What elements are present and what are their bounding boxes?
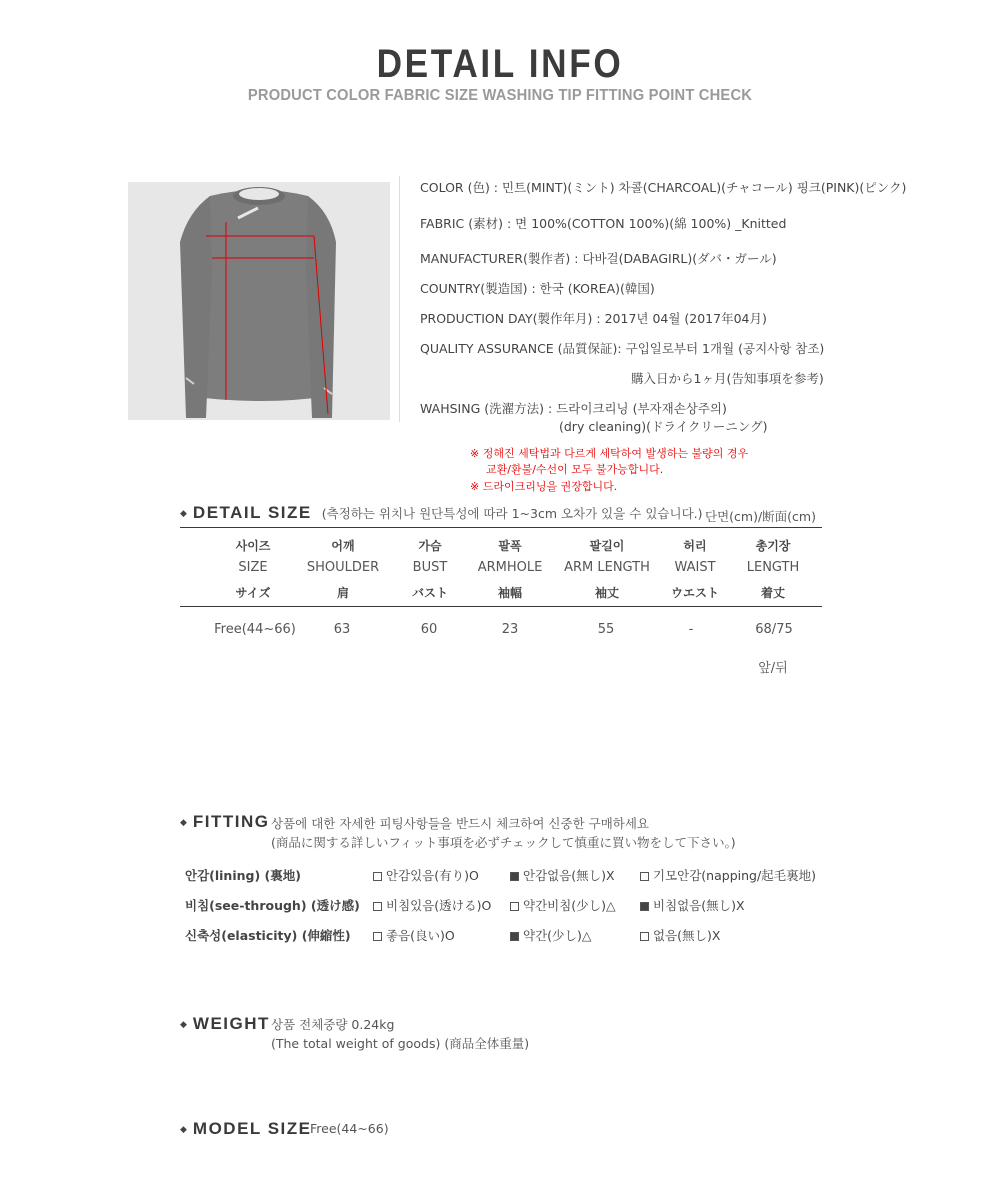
info-washing: WAHSING (洗濯方法) : 드라이크리닝 (부자재손상주의) xyxy=(420,401,727,416)
detail-size-heading xyxy=(180,503,703,523)
col-header-jp: 着丈 xyxy=(760,586,786,600)
info-quality-assurance: QUALITY ASSURANCE (品質保証): 구입일로부터 1개월 (공지사항 참조) xyxy=(420,341,825,356)
col-header-kr: 허리 xyxy=(683,539,707,553)
fitting-option[interactable] xyxy=(373,896,491,914)
checkbox-filled-icon[interactable] xyxy=(510,932,519,941)
col-header-jp: 袖丈 xyxy=(594,586,620,600)
diamond-bullet-icon: ◆ xyxy=(180,1020,187,1030)
checkbox-filled-icon[interactable] xyxy=(640,902,649,911)
table-cell-size: Free(44~66) xyxy=(214,622,296,637)
fitting-option-selected[interactable] xyxy=(640,896,745,914)
col-header-en: WAIST xyxy=(674,560,716,575)
fitting-row-label-lining: 안감(lining) (裏地) xyxy=(185,868,301,883)
col-header-kr: 가슴 xyxy=(418,539,442,553)
fitting-row-label-see-through: 비침(see-through) (透け感) xyxy=(185,898,360,913)
col-header-en: SIZE xyxy=(238,560,268,575)
garment-illustration xyxy=(128,182,390,420)
col-header-kr: 총기장 xyxy=(755,539,791,553)
col-header-kr: 어깨 xyxy=(331,539,355,553)
table-top-rule xyxy=(180,527,822,528)
fitting-option-label: 약간비침(少し)△ xyxy=(523,898,616,913)
col-header-jp: バスト xyxy=(411,586,449,600)
col-header-en: SHOULDER xyxy=(306,560,380,575)
table-cell-length: 68/75 xyxy=(755,622,793,637)
info-fabric: FABRIC (素材) : 면 100%(COTTON 100%)(綿 100%) _Knitted xyxy=(420,216,787,231)
fitting-option-label: 안감없음(無し)X xyxy=(523,868,615,883)
info-quality-assurance-jp: 購入日から1ヶ月(告知事項を参考) xyxy=(631,371,824,386)
col-header-kr: 사이즈 xyxy=(235,539,271,553)
checkbox-empty-icon[interactable] xyxy=(640,932,649,941)
weight-note: (The total weight of goods) (商品全体重量) xyxy=(271,1036,530,1051)
warning-line-3: ※ 드라이크리닝을 권장합니다. xyxy=(470,480,618,493)
checkbox-empty-icon[interactable] xyxy=(510,902,519,911)
model-size-value: Free(44~66) xyxy=(310,1121,389,1136)
info-washing-2: (dry cleaning)(ドライクリーニング) xyxy=(559,419,768,434)
product-image xyxy=(128,182,390,420)
fitting-row-label-elasticity: 신축성(elasticity) (伸縮性) xyxy=(185,928,351,943)
fitting-option-label: 비침없음(無し)X xyxy=(653,898,745,913)
fitting-option[interactable] xyxy=(373,926,455,944)
weight-heading xyxy=(180,1014,270,1034)
fitting-option-selected[interactable] xyxy=(510,926,592,944)
fitting-option-selected[interactable] xyxy=(510,866,615,884)
fitting-note-2: (商品に関する詳しいフィット事項を必ずチェックして慎重に買い物をして下さい。) xyxy=(271,835,736,850)
col-header-kr: 팔길이 xyxy=(589,539,625,553)
detail-size-title: DETAIL SIZE xyxy=(192,503,312,522)
col-header-en: LENGTH xyxy=(746,560,800,575)
col-header-en: ARM LENGTH xyxy=(564,560,650,575)
info-production-day: PRODUCTION DAY(製作年月) : 2017년 04월 (2017年04月) xyxy=(420,311,767,326)
col-header-jp: 袖幅 xyxy=(497,586,523,600)
fitting-option[interactable] xyxy=(640,926,720,944)
fitting-note-1: 상품에 대한 자세한 피팅사항들을 반드시 체크하여 신중한 구매하세요 xyxy=(271,816,649,831)
warning-line-2: 교환/환불/수선이 모두 불가능합니다. xyxy=(486,463,664,476)
info-divider xyxy=(399,176,400,422)
fitting-option-label: 좋음(良い)O xyxy=(386,928,455,943)
diamond-bullet-icon: ◆ xyxy=(180,509,187,519)
info-manufacturer: MANUFACTURER(製作者) : 다바걸(DABAGIRL)(ダバ・ガール) xyxy=(420,251,777,266)
fitting-option[interactable] xyxy=(373,866,479,884)
warning-line-1: ※ 정해진 세탁법과 다르게 세탁하여 발생하는 불량의 경우 xyxy=(470,447,749,460)
fitting-option-label: 약간(少し)△ xyxy=(523,928,592,943)
page-subtitle: PRODUCT COLOR FABRIC SIZE WASHING TIP FITTING POINT CHECK xyxy=(247,87,753,104)
page-title: DETAIL INFO xyxy=(376,42,624,86)
info-color: COLOR (色) : 민트(MINT)(ミント) 차콜(CHARCOAL)(チャコール) 핑크(PINK)(ピンク) xyxy=(420,180,907,195)
detail-size-unit: 단면(cm)/断面(cm) xyxy=(705,509,816,524)
col-header-jp: サイズ xyxy=(235,586,271,600)
table-header-rule xyxy=(180,606,822,607)
table-cell-armhole: 23 xyxy=(501,622,519,637)
col-header-jp: ウエスト xyxy=(670,586,720,600)
col-header-en: BUST xyxy=(412,560,448,575)
fitting-heading xyxy=(180,812,270,832)
checkbox-empty-icon[interactable] xyxy=(640,872,649,881)
checkbox-empty-icon[interactable] xyxy=(373,902,382,911)
col-header-kr: 팔폭 xyxy=(498,539,522,553)
table-cell-shoulder: 63 xyxy=(333,622,351,637)
checkbox-empty-icon[interactable] xyxy=(373,872,382,881)
fitting-title: FITTING xyxy=(192,812,270,831)
weight-title: WEIGHT xyxy=(192,1014,270,1033)
col-header-jp: 肩 xyxy=(336,586,350,600)
col-header-en: ARMHOLE xyxy=(477,560,543,575)
fitting-option[interactable] xyxy=(510,896,616,914)
table-cell-waist: - xyxy=(688,622,694,637)
table-cell-arm-length: 55 xyxy=(597,622,615,637)
model-size-title: MODEL SIZE xyxy=(192,1119,312,1138)
length-note: 앞/뒤 xyxy=(758,661,788,676)
weight-value: 상품 전체중량 0.24kg xyxy=(271,1017,395,1032)
checkbox-empty-icon[interactable] xyxy=(373,932,382,941)
model-size-heading xyxy=(180,1119,312,1139)
detail-size-note: (측정하는 위치나 원단특성에 따라 1~3cm 오차가 있을 수 있습니다.) xyxy=(321,506,703,521)
fitting-option[interactable] xyxy=(640,866,816,884)
table-cell-bust: 60 xyxy=(420,622,438,637)
fitting-option-label: 비침있음(透ける)O xyxy=(386,898,492,913)
fitting-option-label: 없음(無し)X xyxy=(653,928,721,943)
fitting-option-label: 기모안감(napping/起毛裏地) xyxy=(653,868,817,883)
diamond-bullet-icon: ◆ xyxy=(180,1125,187,1135)
fitting-option-label: 안감있음(有り)O xyxy=(386,868,479,883)
info-country: COUNTRY(製造国) : 한국 (KOREA)(韓国) xyxy=(420,281,655,296)
checkbox-filled-icon[interactable] xyxy=(510,872,519,881)
diamond-bullet-icon: ◆ xyxy=(180,818,187,828)
